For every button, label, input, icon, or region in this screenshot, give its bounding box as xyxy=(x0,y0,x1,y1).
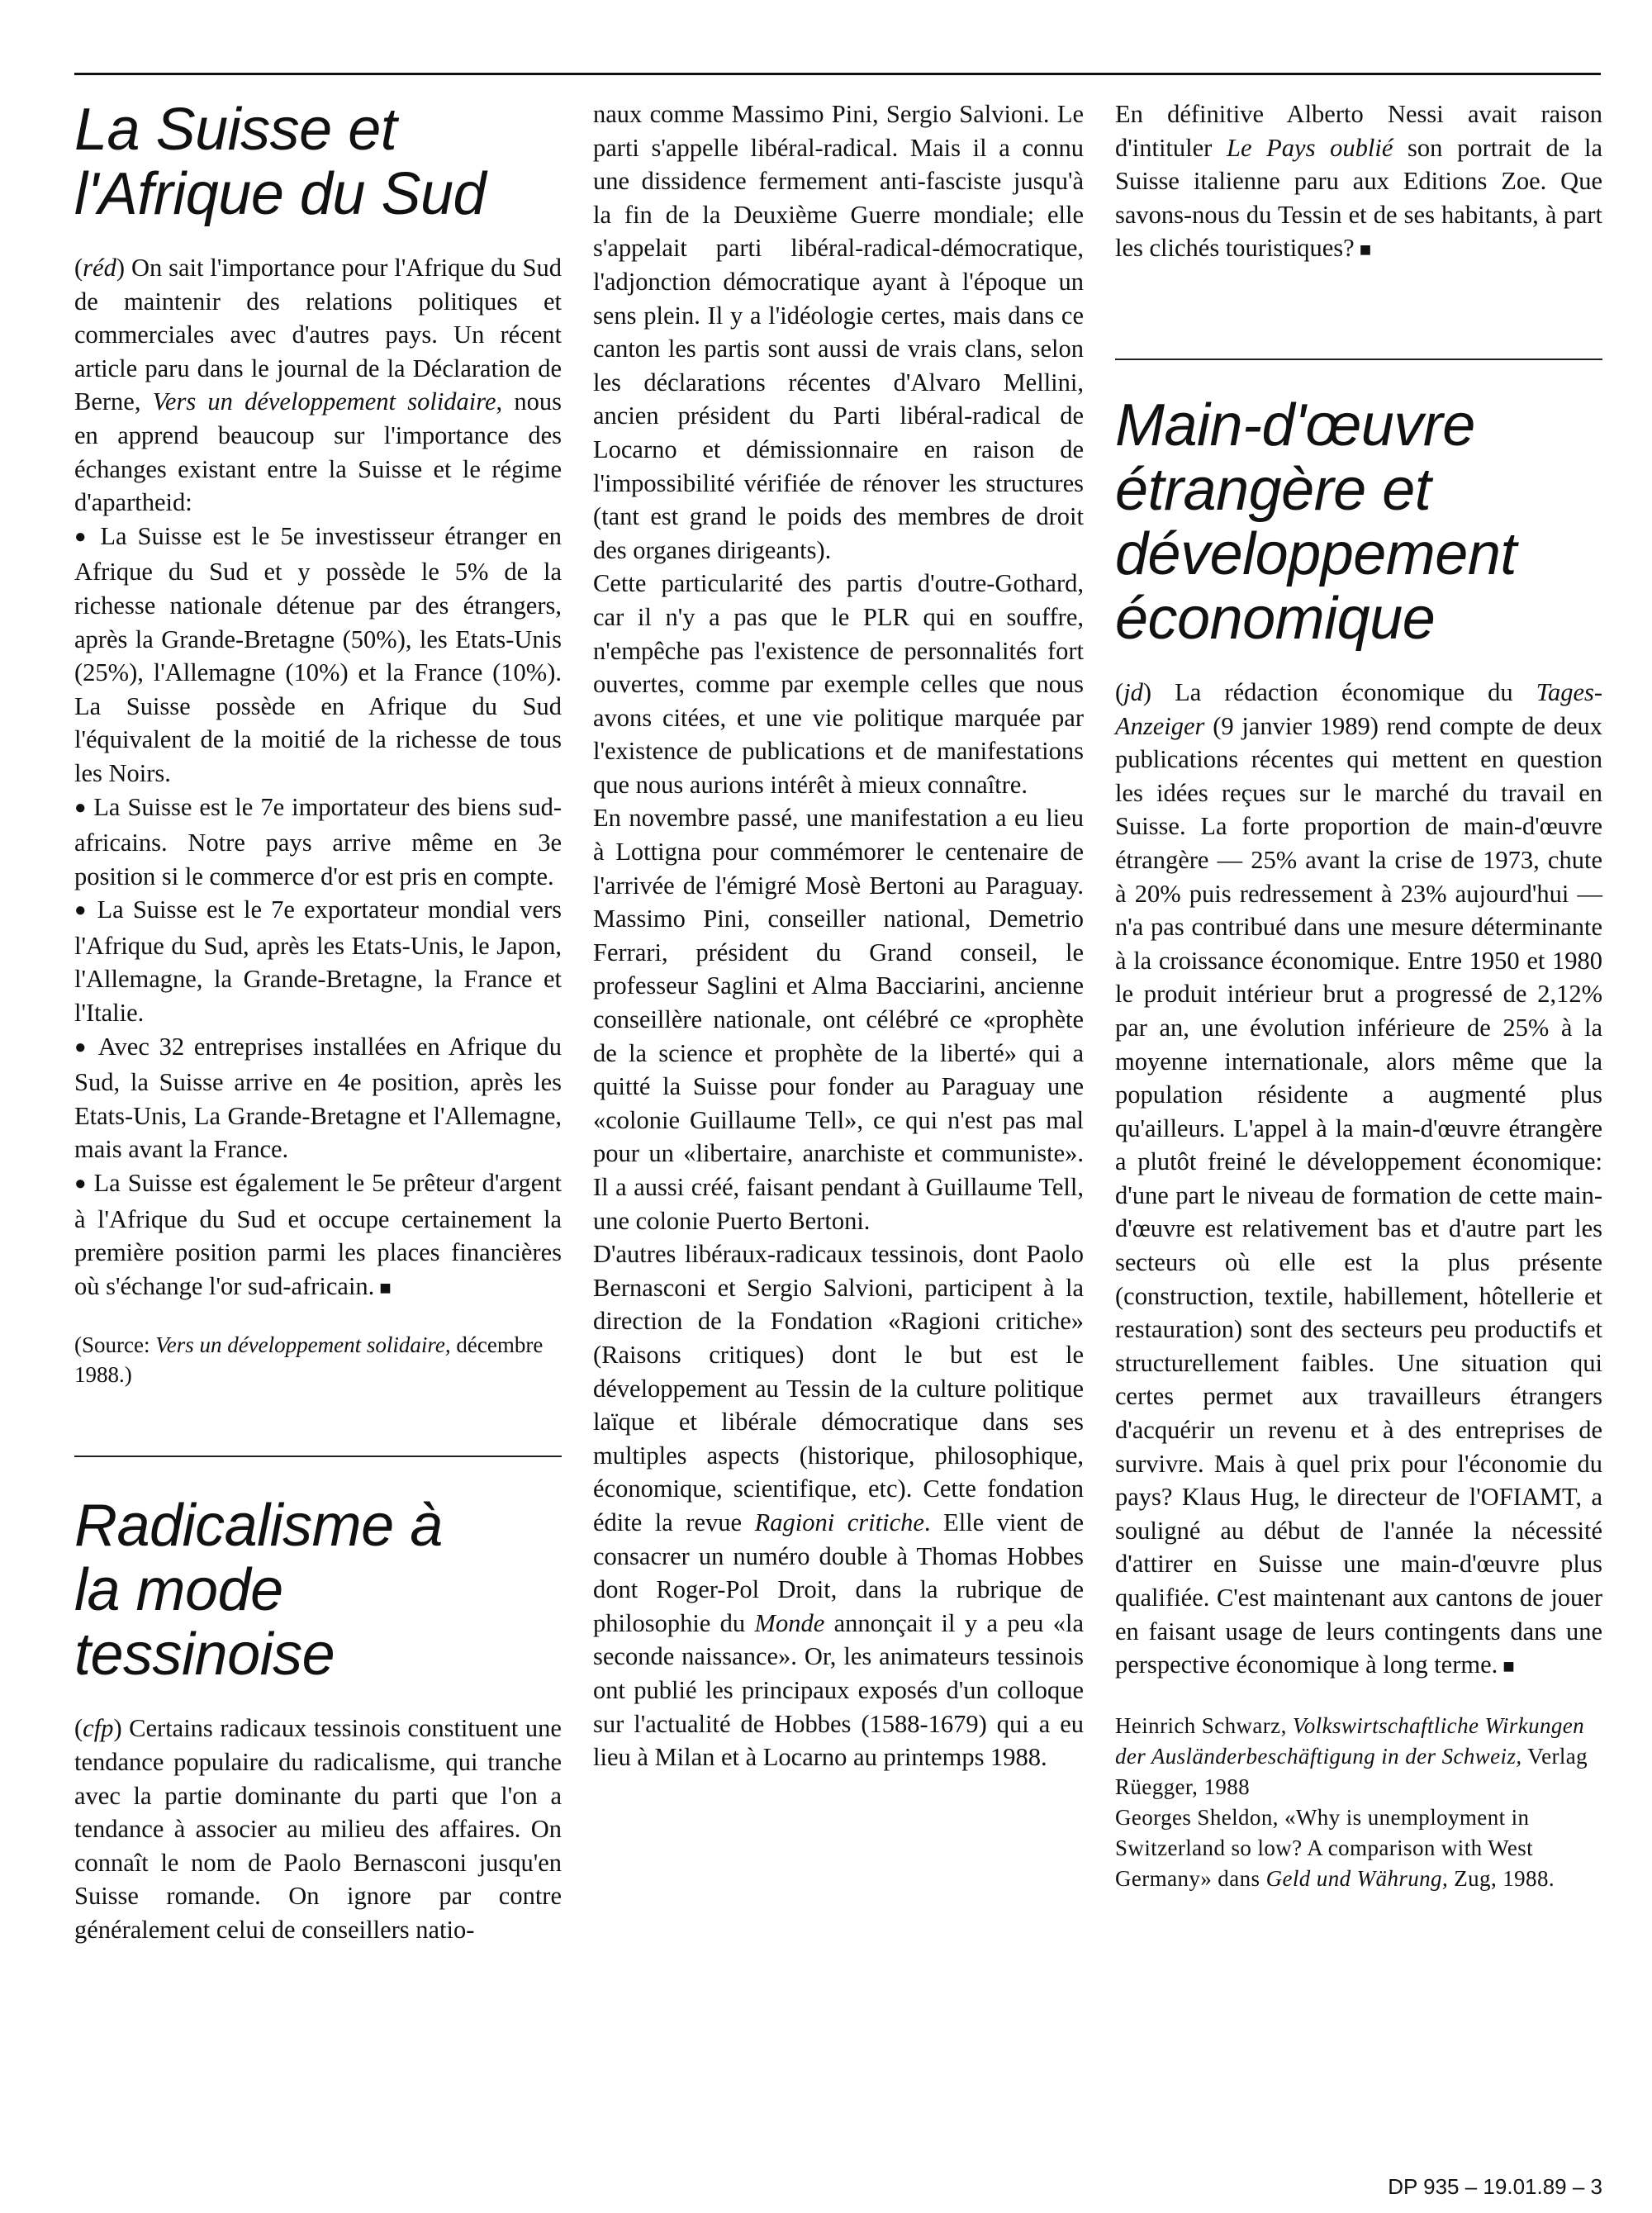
article-suisse-afrique-body xyxy=(74,251,562,1305)
paragraph xyxy=(593,1237,1084,1774)
section-divider xyxy=(1115,359,1602,360)
top-rule xyxy=(74,73,1601,75)
ref-place: Zug, 1988. xyxy=(1454,1865,1555,1891)
paragraph: naux comme Massimo Pini, Sergio Salvioni. Le parti s'appelle libéral-radical. Mais il a connu une dissidence fermement anti-fasciste jusqu'à la fin de la Deuxième Guerre mondiale; elle s'appelait parti libéral-radical-démocratique, l'adjonction démocratique ayant à l'époque un sens plein. Il y a l'idéologie certes, mais dans ce canton les partis sont aussi de vrais clans, selon les déclarations récentes d'Alvaro Mellini, ancien président du Parti libéral-radical de Locarno et démissionnaire en raison de l'impossibilité vérifiée de rénover les structures (tant est grand le poids des membres de droit des organes dirigeants). xyxy=(593,100,1084,564)
bullet-item: ● La Suisse est le 5e investisseur étranger en Afrique du Sud et y possède le 5% de la richesse nationale détenue par des étrangers, après la Grande-Bretagne (50%), les Etats-Unis (25%), l'Allemagne (10%) et la France (10%). La Suisse possède en Afrique du Sud l'équivalent de la moitié de la richesse de tous les Noirs. xyxy=(74,520,562,791)
section-divider xyxy=(74,1456,562,1457)
ref-title: Volkswirtschaftliche Wirkungen der Ausländerbeschäftigung in der Schweiz, xyxy=(1115,1712,1585,1769)
bullet-item: ● La Suisse est également le 5e prêteur d'argent à l'Afrique du Sud et occupe certainement la première position parmi les places financières où s'échange l'or sud-africain. ■ xyxy=(74,1166,562,1305)
headline-line: étrangère et xyxy=(1115,456,1431,523)
author-tag: cfp xyxy=(83,1714,114,1743)
article-intro: (cfp) Certains radicaux tessinois constituent une tendance populaire du radicalisme, qui tranche avec la partie dominante du parti que l'on a tendance à associer au milieu des affaires. On connaît le nom de Paolo Bernasconi jusqu'en Suisse romande. On ignore par contre généralement celui de conseillers natio- xyxy=(74,1714,562,1944)
publication-name: Vers un développement solidaire xyxy=(152,387,496,416)
headline-main-oeuvre xyxy=(1115,393,1602,651)
bibliography-entry xyxy=(1115,1711,1602,1802)
paragraph-text: En définitive Alberto Nessi avait raison d'intituler xyxy=(1115,100,1602,162)
ref-title: Geld und Währung, xyxy=(1265,1865,1449,1891)
headline-line: La Suisse et xyxy=(74,97,397,163)
paragraph: Cette particularité des partis d'outre-Gothard, car il n'y a pas que le PLR qui en souffre, n'empêche pas l'existence de personnalités fort ouvertes, comme par exemple celles que nous avons citées, et une vie politique marquée par l'existence de publications et de manifestations que nous aurions intérêt à mieux connaître. xyxy=(593,569,1084,799)
publication-name: Monde xyxy=(754,1608,825,1637)
paragraph: En novembre passé, une manifestation a eu lieu à Lottigna pour commémorer le centenaire de l'arrivée de l'émigré Mosè Bertoni au Paraguay. Massimo Pini, conseiller national, Demetrio Ferrari, président du Grand conseil, le professeur Saglini et Alma Bacciarini, ancienne conseillère nationale, ont célébré ce «prophète de la science et prophète de la liberté» qui a quitté la Suisse pour fonder au Paraguay une «colonie Guillaume Tell», ce qui n'est pas mal pour un «libertaire, anarchiste et communiste». Il a aussi créé, faisant pendant à Guillaume Tell, une colonie Puerto Bertoni. xyxy=(593,804,1084,1235)
headline-line: Radicalisme à xyxy=(74,1493,443,1560)
publication-name: Ragioni critiche xyxy=(754,1508,924,1536)
ref-publisher: Verlag Rüegger, 1988 xyxy=(1115,1743,1588,1799)
paragraph-text: La rédaction économique du xyxy=(1175,677,1513,706)
article-intro: (réd) On sait l'importance pour l'Afrique du Sud de maintenir des relations politiques et commerciales avec d'autres pays. Un récent article paru dans le journal de la Déclaration de Berne, Vers un développement solidaire, nous en apprend beaucoup sur l'importance des échanges existant entre la Suisse et le régime d'apartheid: xyxy=(74,254,562,517)
article-radicalisme-body-start xyxy=(74,1712,562,1946)
column-2 xyxy=(593,97,1084,1774)
page-folio: DP 935 – 19.01.89 – 3 xyxy=(1388,2174,1602,2199)
bullet-item: ● Avec 32 entreprises installées en Afrique du Sud, la Suisse arrive en 4e position, après les Etats-Unis, La Grande-Bretagne et l'Allemagne, mais avant la France. xyxy=(74,1030,562,1166)
publication-name: Tages-Anzeiger xyxy=(1115,677,1603,740)
headline-radicalisme xyxy=(74,1494,562,1687)
bullet-item: ● La Suisse est le 7e importateur des biens sud-africains. Notre pays arrive même en 3e position si le commerce d'or est pris en compte. xyxy=(74,791,562,894)
article-radicalisme-body-end xyxy=(1115,97,1602,268)
author-tag: jd xyxy=(1123,677,1143,706)
intro-text: On sait l'importance pour l'Afrique du Sud de maintenir des relations politiques et commerciales avec d'autres pays. Un récent article paru dans le journal de la Déclaration de Berne, xyxy=(74,254,562,416)
intro-text-after: , nous en apprend beaucoup sur l'importance des échanges existant entre la Suisse et le régime d'apartheid: xyxy=(74,387,562,517)
paragraph xyxy=(1115,97,1602,268)
intro-text: Certains radicaux tessinois constituent une tendance populaire du radicalisme, qui tranche avec la partie dominante du parti que l'on a tendance à associer au milieu des affaires. On connaît le nom de Paolo Bernasconi jusqu'en Suisse romande. On ignore par contre généralement celui de conseillers natio- xyxy=(74,1714,562,1944)
headline-line: développement xyxy=(1115,520,1517,587)
author-tag: réd xyxy=(83,254,116,282)
headline-line: l'Afrique du Sud xyxy=(74,161,487,227)
headline-line: Main-d'œuvre xyxy=(1115,392,1475,458)
source-prefix: (Source: xyxy=(74,1332,150,1358)
paragraph-text: D'autres libéraux-radicaux tessinois, dont Paolo Bernasconi et Sergio Salvioni, participent à la direction de la Fondation «Ragioni critiche» (Raisons critiques) dont le but est le développement au Tessin de la culture politique laïque et libérale démocratique dans ses multiples aspects (historique, philosophique, économique, scientifique, etc). Cette fondation édite la revue xyxy=(593,1240,1084,1536)
article-radicalisme-body-continued xyxy=(593,97,1084,1774)
paragraph-text: . Elle vient de consacrer un numéro double à Thomas Hobbes dont Roger-Pol Droit, dans la rubrique de philosophie du xyxy=(593,1508,1085,1637)
paragraph-text: son portrait de la Suisse italienne paru aux Editions Zoe. Que savons-nous du Tessin et de ses habitants, à part les clichés touristiques? xyxy=(1115,133,1602,263)
headline-line: la mode xyxy=(74,1557,283,1624)
headline-line: économique xyxy=(1115,585,1436,652)
article-source xyxy=(74,1330,562,1389)
bibliography xyxy=(1115,1711,1602,1894)
headline-suisse-afrique xyxy=(74,97,562,226)
source-date: décembre 1988.) xyxy=(74,1332,544,1388)
ref-text: Georges Sheldon, «Why is unemployment in Switzerland so low? A comparison with West Germany» dans xyxy=(1115,1804,1534,1891)
paragraph-text: annonçait il y a peu «la seconde naissance». Or, les animateurs tessinois ont publié les principaux exposés d'un colloque sur l'actualité de Hobbes (1588-1679) qui a eu lieu à Milan et à Locarno au printemps 1988. xyxy=(593,1608,1084,1772)
bibliography-entry xyxy=(1115,1802,1602,1894)
ref-author: Heinrich Schwarz, xyxy=(1115,1712,1287,1738)
column-1 xyxy=(74,97,562,1947)
column-3 xyxy=(1115,97,1602,1894)
source-publication: Vers un développement solidaire, xyxy=(155,1332,451,1358)
paragraph-text: (9 janvier 1989) rend compte de deux publications récentes qui mettent en question les idées reçues sur le marché du travail en Suisse. La forte proportion de main-d'œuvre étrangère — 25% avant la crise de 1973, chute à 20% puis redressement à 23% aujourd'hui — n'a pas contribué dans une mesure déterminante à la croissance économique. Entre 1950 et 1980 le produit intérieur brut a progressé de 2,12% par an, une évolution inférieure de 25% à la moyenne internationale, alors même que la population résidente a augmenté plus qu'ailleurs. L'appel à la main-d'œuvre étrangère a plutôt freiné le développement économique: d'une part le niveau de formation de cette main-d'œuvre est relativement bas et d'autre part les secteurs où elle est la plus présente (construction, textile, habillement, hôtellerie et restauration) sont des secteurs peu productifs et structurellement faibles. Une situation qui certes permet aux travailleurs étrangers d'acquérir un revenu et à des entreprises de survivre. Mais à quel prix pour l'économie du pays? Klaus Hug, le directeur de l'OFIAMT, a souligné au début de l'année la nécessité d'attirer en Suisse une main-d'œuvre plus qualifiée. C'est maintenant aux cantons de jouer en faisant usage de leurs contingents dans une perspective économique à long terme. xyxy=(1115,711,1602,1679)
paragraph: (jd) La rédaction économique du Tages-Anzeiger (9 janvier 1989) rend compte de deux publications récentes qui mettent en question les idées reçues sur le marché du travail en Suisse. La forte proportion de main-d'œuvre étrangère — 25% avant la crise de 1973, chute à 20% puis redressement à 23% aujourd'hui — n'a pas contribué dans une mesure déterminante à la croissance économique. Entre 1950 et 1980 le produit intérieur brut a progressé de 2,12% par an, une évolution inférieure de 25% à la moyenne internationale, alors même que la population résidente a augmenté plus qu'ailleurs. L'appel à la main-d'œuvre étrangère a plutôt freiné le développement économique: d'une part le niveau de formation de cette main-d'œuvre est relativement bas et d'autre part les secteurs où elle est la plus présente (construction, textile, habillement, hôtellerie et restauration) sont des secteurs peu productifs et structurellement faibles. Une situation qui certes permet aux travailleurs étrangers d'acquérir un revenu et à des entreprises de survivre. Mais à quel prix pour l'économie du pays? Klaus Hug, le directeur de l'OFIAMT, a souligné au début de l'année la nécessité d'attirer en Suisse une main-d'œuvre plus qualifiée. C'est maintenant aux cantons de jouer en faisant usage de leurs contingents dans une perspective économique à long terme. ■ xyxy=(1115,676,1602,1684)
bullet-item: ● La Suisse est le 7e exportateur mondial vers l'Afrique du Sud, après les Etats-Unis, le Japon, l'Allemagne, la Grande-Bretagne, la France et l'Italie. xyxy=(74,893,562,1029)
article-main-oeuvre-body xyxy=(1115,676,1602,1684)
headline-line: tessinoise xyxy=(74,1622,335,1688)
publication-name: Le Pays oublié xyxy=(1226,133,1393,162)
